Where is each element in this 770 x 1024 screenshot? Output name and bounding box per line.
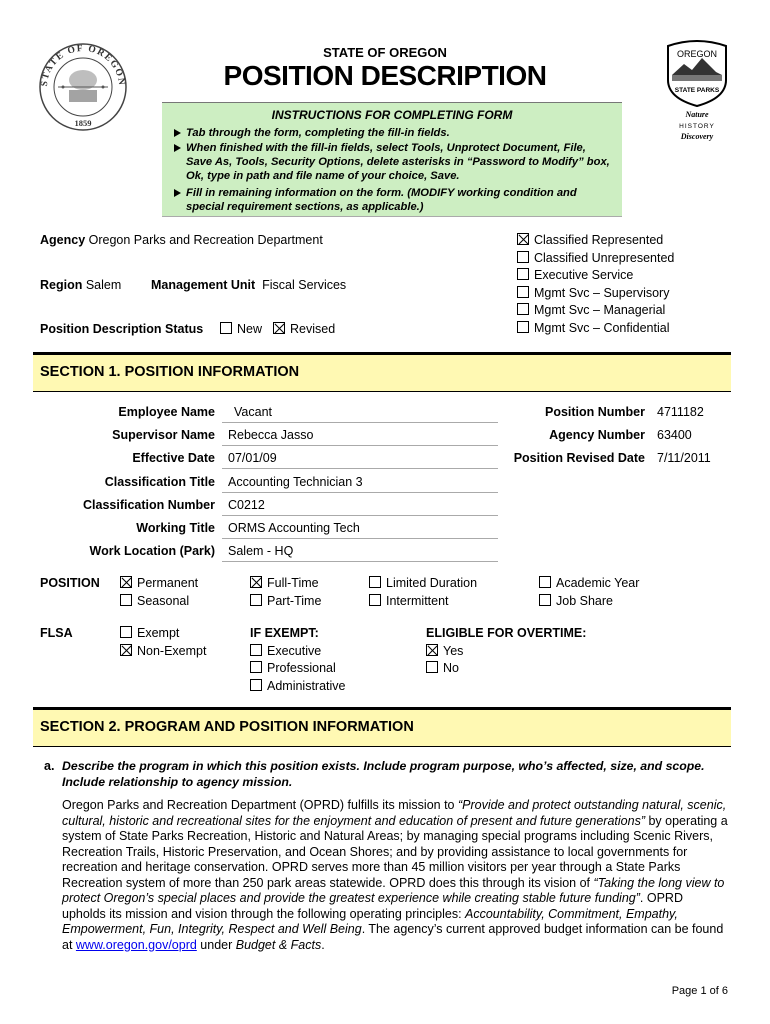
agency-label: Agency bbox=[40, 233, 86, 247]
field-label: Position Revised Date bbox=[513, 451, 645, 465]
class-type-option[interactable]: Mgmt Svc – Confidential bbox=[517, 321, 669, 335]
logo-discovery: Discovery bbox=[680, 132, 714, 141]
if-exempt-label: IF EXEMPT: bbox=[250, 626, 319, 640]
section-1-header bbox=[33, 352, 731, 392]
state-title: STATE OF OREGON bbox=[323, 45, 447, 60]
checkbox[interactable] bbox=[120, 594, 132, 606]
field-label: Effective Date bbox=[132, 451, 215, 465]
part-time-option[interactable]: Part-Time bbox=[250, 594, 321, 608]
exempt-option[interactable]: Exempt bbox=[120, 626, 179, 640]
mgmt-unit-label: Management Unit bbox=[151, 278, 256, 292]
classification-title-field[interactable]: Accounting Technician 3 bbox=[222, 473, 498, 493]
bullet-arrow-icon bbox=[174, 189, 181, 197]
status-new-option[interactable]: New bbox=[220, 322, 262, 336]
field-label: Working Title bbox=[136, 521, 215, 535]
checkbox[interactable] bbox=[250, 661, 262, 673]
full-time-option[interactable]: Full-Time bbox=[250, 576, 319, 590]
classification-number-field[interactable]: C0212 bbox=[222, 496, 498, 516]
checkbox[interactable] bbox=[250, 644, 262, 656]
instruction-item: When finished with the fill-in fields, select Tools, Unprotect Document, File, Save As, Tools, Security Options, delete asterisks in “Password to Modify” box, Ok, type in path and file name of your choice, Save. bbox=[174, 141, 614, 183]
section-2-title: SECTION 2. PROGRAM AND POSITION INFORMATION bbox=[40, 719, 414, 735]
logo-nature: Nature bbox=[685, 110, 709, 119]
overtime-no-option[interactable]: No bbox=[426, 661, 459, 675]
professional-option[interactable]: Professional bbox=[250, 661, 336, 675]
academic-year-option[interactable]: Academic Year bbox=[539, 576, 639, 590]
checkbox[interactable] bbox=[250, 594, 262, 606]
question-marker: a. bbox=[44, 759, 55, 773]
checkbox-checked[interactable] bbox=[120, 644, 132, 656]
seal-year: 1859 bbox=[74, 118, 92, 128]
position-number-field[interactable]: 4711182 bbox=[657, 405, 704, 419]
field-label: Employee Name bbox=[118, 405, 215, 419]
intermittent-option[interactable]: Intermittent bbox=[369, 594, 449, 608]
flsa-label: FLSA bbox=[40, 626, 73, 640]
class-type-option[interactable]: Mgmt Svc – Managerial bbox=[517, 303, 665, 317]
logo-oregon: OREGON bbox=[676, 49, 718, 59]
position-revised-date-field[interactable]: 7/11/2011 bbox=[657, 451, 711, 465]
class-type-option[interactable]: Classified Represented bbox=[517, 233, 663, 247]
class-type-option[interactable]: Mgmt Svc – Supervisory bbox=[517, 286, 669, 300]
region-row bbox=[40, 278, 121, 292]
question-a: Describe the program in which this position exists. Include program purpose, who’s affected, size, and scope. Include relationship to agency mission. bbox=[62, 759, 705, 789]
bullet-arrow-icon bbox=[174, 144, 181, 152]
checkbox-checked[interactable] bbox=[426, 644, 438, 656]
checkbox[interactable] bbox=[220, 322, 232, 334]
checkbox[interactable] bbox=[250, 679, 262, 691]
field-label: Agency Number bbox=[549, 428, 645, 442]
limited-duration-option[interactable]: Limited Duration bbox=[369, 576, 477, 590]
checkbox[interactable] bbox=[517, 303, 529, 315]
checkbox[interactable] bbox=[369, 594, 381, 606]
field-label: Work Location (Park) bbox=[89, 544, 215, 558]
region-label: Region bbox=[40, 278, 83, 292]
checkbox[interactable] bbox=[426, 661, 438, 673]
status-label: Position Description Status bbox=[40, 322, 204, 336]
class-type-option[interactable]: Executive Service bbox=[517, 268, 633, 282]
checkbox[interactable] bbox=[517, 251, 529, 263]
overtime-yes-option[interactable]: Yes bbox=[426, 644, 463, 658]
status-row bbox=[40, 322, 203, 336]
field-label: Classification Number bbox=[83, 498, 215, 512]
field-label: Classification Title bbox=[104, 475, 215, 489]
agency-row bbox=[40, 233, 323, 247]
field-label: Position Number bbox=[544, 405, 645, 419]
effective-date-field[interactable]: 07/01/09 bbox=[222, 449, 498, 469]
agency-value[interactable]: Oregon Parks and Recreation Department bbox=[88, 233, 323, 247]
instruction-item: Tab through the form, completing the fill-in fields. bbox=[174, 126, 614, 140]
page-number: Page 1 of 6 bbox=[671, 985, 728, 997]
checkbox[interactable] bbox=[517, 268, 529, 280]
agency-number-field[interactable]: 63400 bbox=[657, 428, 692, 442]
permanent-option[interactable]: Permanent bbox=[120, 576, 198, 590]
status-revised-option[interactable]: Revised bbox=[273, 322, 335, 336]
seasonal-option[interactable]: Seasonal bbox=[120, 594, 189, 608]
checkbox[interactable] bbox=[120, 626, 132, 638]
instructions-title: INSTRUCTIONS FOR COMPLETING FORM bbox=[271, 108, 513, 122]
checkbox[interactable] bbox=[517, 321, 529, 333]
checkbox[interactable] bbox=[539, 576, 551, 588]
checkbox[interactable] bbox=[369, 576, 381, 588]
executive-option[interactable]: Executive bbox=[250, 644, 321, 658]
non-exempt-option[interactable]: Non-Exempt bbox=[120, 644, 206, 658]
checkbox-checked[interactable] bbox=[273, 322, 285, 334]
overtime-label: ELIGIBLE FOR OVERTIME: bbox=[426, 626, 587, 640]
position-label: POSITION bbox=[40, 576, 100, 590]
mgmt-unit-row bbox=[151, 278, 346, 292]
checkbox-checked[interactable] bbox=[250, 576, 262, 588]
section-1-title: SECTION 1. POSITION INFORMATION bbox=[40, 364, 300, 380]
checkbox[interactable] bbox=[539, 594, 551, 606]
checkbox-checked[interactable] bbox=[517, 233, 529, 245]
instructions-box bbox=[162, 102, 622, 217]
checkbox[interactable] bbox=[517, 286, 529, 298]
logo-state-parks: STATE PARKS bbox=[674, 87, 720, 94]
page-title: POSITION DESCRIPTION bbox=[223, 60, 547, 91]
logo-history: HISTORY bbox=[679, 123, 715, 130]
supervisor-name-field[interactable]: Rebecca Jasso bbox=[222, 426, 498, 446]
bullet-arrow-icon bbox=[174, 129, 181, 137]
oprd-link[interactable]: www.oregon.gov/oprd bbox=[75, 937, 197, 952]
seal-text: STATE OF OREGON bbox=[39, 43, 127, 88]
mgmt-unit-value[interactable]: Fiscal Services bbox=[262, 278, 347, 292]
instruction-item: Fill in remaining information on the form. (MODIFY working condition and special requirement sections, as applicable.) bbox=[174, 186, 614, 214]
field-label: Supervisor Name bbox=[112, 428, 215, 442]
program-description[interactable]: Oregon Parks and Recreation Department (OPRD) fulfills its mission to “Provide and protect outstanding natural, scenic, cultural, historic and recreational sites for the enjoyment and education of present and future generations” by operating a system of State Parks Recreation, Historic and Natural Areas; by managing special programs including Scenic Rivers, Recreation Trails, Historic Preservation, and Ocean Shores; and by providing assistance to local governments for recreation and heritage conservation. OPRD serves more than 45 million visitors per year through a State Parks Recreation system of more than 250 park areas statewide. OPRD does this through its vision of “Taking the long view to protect Oregon’s special places and provide the greatest experience while creating stable future funding”. OPRD upholds its mission and vision through the following operating principles: Accountability, Commitment, Empathy, Empowerment, Fun, Integrity, Respect and Well Being. The agency’s current approved budget information can be found at www.oregon.gov/oprd under Budget & Facts. bbox=[62, 798, 728, 952]
class-type-option[interactable]: Classified Unrepresented bbox=[517, 251, 674, 265]
section-2-header bbox=[33, 707, 731, 747]
employee-name-field[interactable]: Vacant bbox=[222, 403, 498, 423]
administrative-option[interactable]: Administrative bbox=[250, 679, 346, 693]
region-value[interactable]: Salem bbox=[85, 278, 122, 292]
working-title-field[interactable]: ORMS Accounting Tech bbox=[222, 519, 498, 539]
work-location-field[interactable]: Salem - HQ bbox=[222, 542, 498, 562]
job-share-option[interactable]: Job Share bbox=[539, 594, 613, 608]
checkbox-checked[interactable] bbox=[120, 576, 132, 588]
